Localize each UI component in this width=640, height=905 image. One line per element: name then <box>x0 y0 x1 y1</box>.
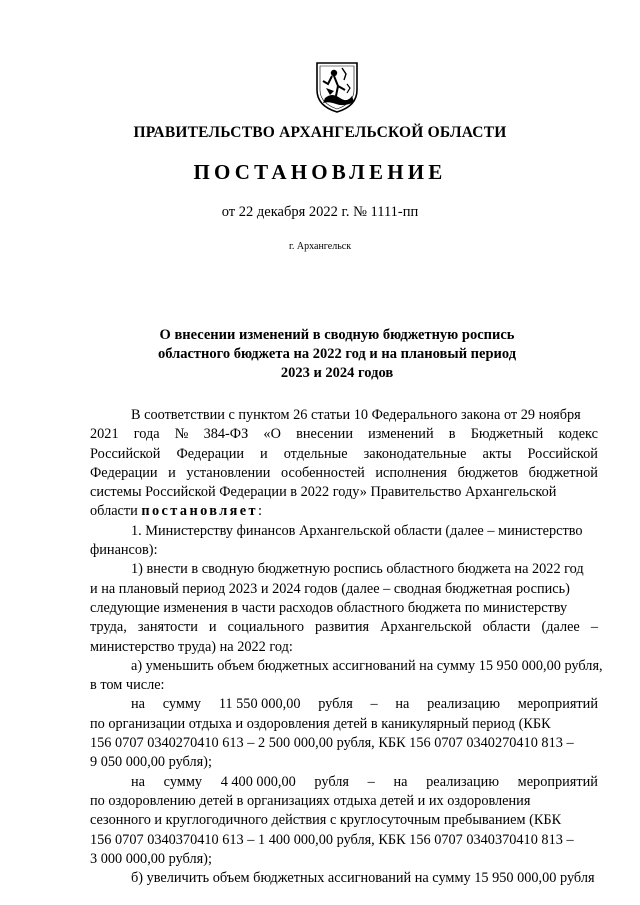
body-word: и на плановый период 2023 и 2024 годов (далее – сводная бюджетная роспись) <box>90 580 570 597</box>
body-line <box>90 502 598 521</box>
body-line <box>90 734 598 753</box>
body-word: – <box>590 619 598 636</box>
body-word: года <box>133 426 160 443</box>
body-word: Российской <box>527 445 598 462</box>
body-word: бюджетной <box>528 464 598 481</box>
body-text: области <box>90 503 142 520</box>
body-word: 1. Министерству финансов Архангельской области (далее – министерство <box>131 522 583 539</box>
body-word: отдельные <box>283 445 348 462</box>
body-line <box>90 695 598 714</box>
document-type: ПОСТАНОВЛЕНИЕ <box>193 160 447 184</box>
body-line <box>90 715 598 734</box>
date-and-number: от 22 декабря 2022 г. № 1111-пп <box>221 204 419 220</box>
body-line: финансов): <box>90 542 158 559</box>
body-word: сезонного и круглогодичного действия с круглосуточным пребыванием (КБК <box>90 812 562 829</box>
body-word: сумму <box>162 696 202 713</box>
body-line <box>90 773 598 792</box>
body-word: законодательные <box>363 445 467 462</box>
body-word: реализацию <box>426 773 499 790</box>
body-line <box>90 483 598 502</box>
government-name: ПРАВИТЕЛЬСТВО АРХАНГЕЛЬСКОЙ ОБЛАСТИ <box>133 124 507 141</box>
body-word: акты <box>482 445 512 462</box>
body-word: реализацию <box>427 696 500 713</box>
body-word: на <box>131 696 145 713</box>
body-word: В соответствии с пунктом 26 статьи 10 Федерального закона от 29 ноября <box>131 407 581 423</box>
body-word: 156 0707 0340370410 613 – 1 400 000,00 рубля, КБК 156 0707 0340370410 813 – <box>90 831 574 848</box>
body-line <box>90 618 598 637</box>
document-body <box>90 406 603 888</box>
body-word: мероприятий <box>517 696 598 713</box>
body-word: социального <box>227 619 304 636</box>
body-line: министерство труда) на 2022 год: <box>90 638 293 655</box>
body-word: 384-ФЗ <box>203 426 249 443</box>
body-word: и <box>208 619 217 636</box>
body-word: 1) внести в сводную бюджетную роспись областного бюджета на 2022 год <box>131 561 584 578</box>
body-word: развития <box>315 619 370 636</box>
title-line: 2023 и 2024 годов <box>280 365 394 381</box>
body-word: а) уменьшить объем бюджетных ассигнований на сумму 15 950 000,00 рубля, <box>131 657 603 674</box>
body-word: исполнения <box>375 464 448 481</box>
body-word: и <box>168 464 176 481</box>
body-word: установлении <box>186 464 271 481</box>
body-word: Федерации <box>90 464 158 481</box>
body-line <box>90 522 598 541</box>
body-line <box>90 869 598 888</box>
body-line <box>90 425 598 444</box>
body-word: «О <box>263 426 281 443</box>
body-word: 156 0707 0340270410 613 – 2 500 000,00 рубля, КБК 156 0707 0340270410 813 – <box>90 735 574 752</box>
body-word: б) увеличить объем бюджетных ассигнований на сумму 15 950 000,00 рубля <box>131 870 595 887</box>
body-line: 3 000 000,00 рубля); <box>90 850 212 867</box>
body-word: – <box>367 773 375 790</box>
body-word: на <box>131 773 145 790</box>
body-line <box>90 811 598 830</box>
resolves-word: постановляет <box>141 503 258 520</box>
body-word: Федерации <box>176 445 245 462</box>
body-word: изменений <box>368 426 434 443</box>
body-word: в <box>448 426 456 443</box>
body-word: рубля <box>314 773 349 790</box>
body-word: занятости <box>137 619 198 636</box>
body-line <box>90 657 603 676</box>
body-line <box>90 560 598 579</box>
body-line <box>90 599 598 618</box>
body-line <box>90 580 598 599</box>
body-word: кодекс <box>558 426 598 443</box>
body-word: по оздоровлению детей в организациях отдыха детей и их оздоровления <box>90 792 531 809</box>
body-word: особенностей <box>280 464 365 481</box>
body-word: Бюджетный <box>470 426 544 443</box>
document-title <box>120 326 554 383</box>
body-word: 2021 <box>90 426 119 443</box>
title-line: О внесении изменений в сводную бюджетную роспись <box>159 327 515 343</box>
title-line: областного бюджета на 2022 год и на плановый период <box>157 346 517 362</box>
body-word: труда, <box>90 619 127 636</box>
body-line <box>90 406 598 425</box>
body-word: сумму <box>163 773 203 790</box>
body-word: области <box>482 619 531 636</box>
body-word: Российской <box>90 445 161 462</box>
body-word: (далее <box>541 619 580 636</box>
body-word: по организации отдыха и оздоровления детей в каникулярный период (КБК <box>90 715 551 732</box>
body-line <box>90 792 598 811</box>
city: г. Архангельск <box>288 241 352 252</box>
body-word: на <box>393 773 408 790</box>
body-word: системы Российской Федерации в 2022 году» Правительство Архангельской <box>90 484 557 501</box>
body-word: и <box>260 445 268 462</box>
body-word: мероприятий <box>517 773 598 790</box>
body-line: 9 050 000,00 рубля); <box>90 754 212 771</box>
body-word: следующие изменения в части расходов областного бюджета по министерству <box>90 599 568 616</box>
body-word: внесении <box>296 426 353 443</box>
body-text: : <box>257 503 262 520</box>
body-word: – <box>370 696 378 713</box>
coat-of-arms-icon <box>314 60 360 114</box>
body-word: бюджетов <box>457 464 519 481</box>
body-word: 4 400 000,00 <box>220 773 296 790</box>
body-line: в том числе: <box>90 677 165 694</box>
body-word: 11 550 000,00 <box>218 696 301 713</box>
body-word: рубля <box>318 696 353 713</box>
body-word: № <box>174 426 189 443</box>
body-word: Архангельской <box>380 619 472 636</box>
body-word: на <box>395 696 410 713</box>
body-line <box>90 831 598 850</box>
body-line <box>90 464 598 483</box>
body-line <box>90 445 598 464</box>
